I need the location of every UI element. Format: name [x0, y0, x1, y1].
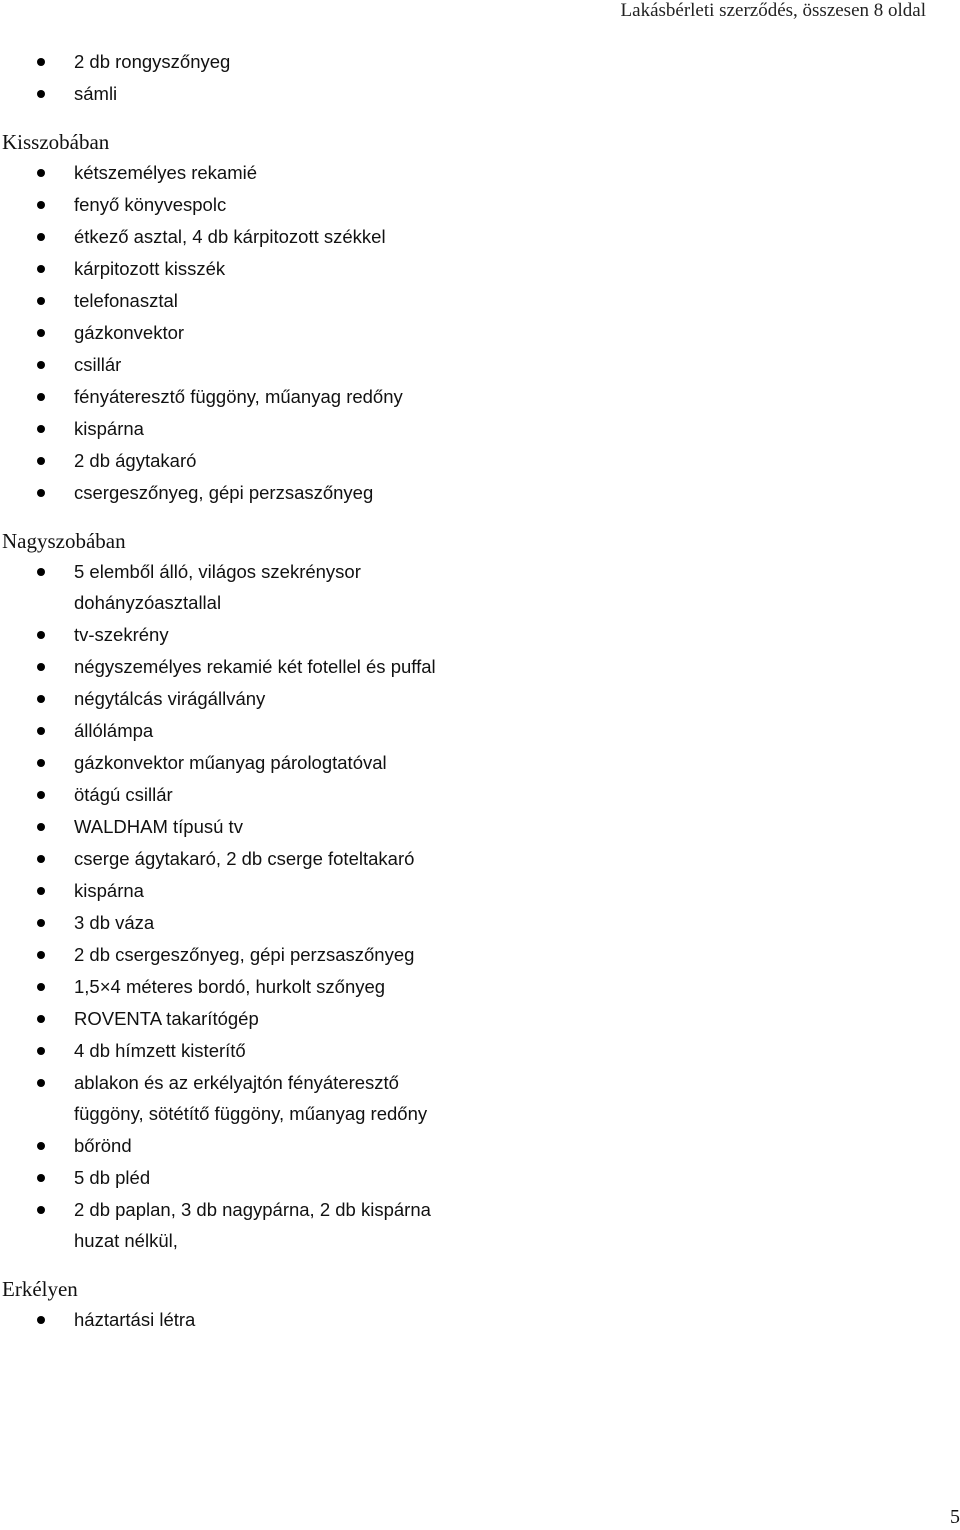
- list-item: [0, 1035, 454, 1066]
- list-item-text: 2 db rongyszőnyeg: [74, 51, 231, 72]
- list-item: [0, 381, 454, 412]
- bullet-icon: [37, 823, 45, 831]
- bullet-icon: [37, 489, 45, 497]
- list-item-text: 2 db ágytakaró: [74, 450, 197, 471]
- bullet-icon: [37, 1174, 45, 1182]
- list-item-text: csillár: [74, 354, 122, 375]
- bullet-icon: [37, 169, 45, 177]
- list-item: [0, 477, 454, 508]
- list-item: [0, 1304, 454, 1335]
- list-item: [0, 715, 454, 746]
- bullet-icon: [37, 58, 45, 66]
- item-list: [0, 1304, 960, 1335]
- list-item-text: 5 db pléd: [74, 1167, 151, 1188]
- list-item: [0, 1067, 454, 1129]
- list-item-text: 5 elemből álló, világos szekrénysor dohányzóasztallal: [74, 561, 361, 613]
- bullet-icon: [37, 265, 45, 273]
- bullet-icon: [37, 1079, 45, 1087]
- list-item-text: kétszemélyes rekamié: [74, 162, 258, 183]
- bullet-icon: [37, 983, 45, 991]
- list-item: [0, 907, 454, 938]
- list-item-text: tv-szekrény: [74, 624, 169, 645]
- list-item: [0, 1194, 454, 1256]
- list-item: [0, 651, 454, 682]
- list-item: [0, 779, 454, 810]
- list-item: [0, 46, 454, 77]
- list-item: [0, 971, 454, 1002]
- list-item-text: háztartási létra: [74, 1309, 196, 1330]
- list-item-text: 2 db csergeszőnyeg, gépi perzsaszőnyeg: [74, 944, 415, 965]
- list-item-text: sámli: [74, 83, 118, 104]
- room-section: [0, 1274, 960, 1335]
- bullet-icon: [37, 759, 45, 767]
- list-item: [0, 1130, 454, 1161]
- list-item: [0, 157, 454, 188]
- section-heading: Kisszobában: [2, 130, 110, 154]
- item-list: [0, 157, 960, 508]
- bullet-icon: [37, 631, 45, 639]
- list-item-text: 4 db hímzett kisterítő: [74, 1040, 246, 1061]
- room-section: [0, 127, 960, 508]
- list-item: [0, 285, 454, 316]
- list-item-text: 1,5×4 méteres bordó, hurkolt szőnyeg: [74, 976, 386, 997]
- list-item-text: 2 db paplan, 3 db nagypárna, 2 db kispárna huzat nélkül,: [74, 1199, 431, 1251]
- list-item-text: négytálcás virágállvány: [74, 688, 266, 709]
- list-item-text: WALDHAM típusú tv: [74, 816, 243, 837]
- list-item: [0, 78, 454, 109]
- list-item-text: gázkonvektor: [74, 322, 185, 343]
- list-item: [0, 1162, 454, 1193]
- list-item-text: ötágú csillár: [74, 784, 173, 805]
- list-item: [0, 1003, 454, 1034]
- list-item: [0, 747, 454, 778]
- list-item: [0, 619, 454, 650]
- bullet-icon: [37, 855, 45, 863]
- list-item: [0, 939, 454, 970]
- list-item-text: cserge ágytakaró, 2 db cserge foteltakaró: [74, 848, 415, 869]
- list-item: [0, 317, 454, 348]
- bullet-icon: [37, 329, 45, 337]
- bullet-icon: [37, 457, 45, 465]
- list-item-text: kispárna: [74, 880, 144, 901]
- section-heading: Erkélyen: [2, 1277, 78, 1301]
- list-item: [0, 875, 454, 906]
- bullet-icon: [37, 297, 45, 305]
- bullet-icon: [37, 1015, 45, 1023]
- running-header: Lakásbérleti szerződés, összesen 8 oldal: [620, 0, 926, 21]
- list-item-text: gázkonvektor műanyag párologtatóval: [74, 752, 387, 773]
- list-item-text: ablakon és az erkélyajtón fényáteresztő függöny, sötétítő függöny, műanyag redőny: [74, 1072, 428, 1124]
- bullet-icon: [37, 568, 45, 576]
- list-item: [0, 843, 454, 874]
- list-item-text: kispárna: [74, 418, 144, 439]
- list-item: [0, 349, 454, 380]
- bullet-icon: [37, 361, 45, 369]
- list-item: [0, 413, 454, 444]
- list-item-text: fényáteresztő függöny, műanyag redőny: [74, 386, 403, 407]
- intro-list: [0, 46, 960, 109]
- bullet-icon: [37, 791, 45, 799]
- bullet-icon: [37, 887, 45, 895]
- bullet-icon: [37, 90, 45, 98]
- bullet-icon: [37, 201, 45, 209]
- bullet-icon: [37, 233, 45, 241]
- bullet-icon: [37, 1047, 45, 1055]
- bullet-icon: [37, 951, 45, 959]
- list-item-text: bőrönd: [74, 1135, 132, 1156]
- list-item: [0, 556, 454, 618]
- list-item-text: állólámpa: [74, 720, 154, 741]
- bullet-icon: [37, 919, 45, 927]
- section-heading: Nagyszobában: [2, 529, 126, 553]
- list-item: [0, 253, 454, 284]
- sections: [0, 127, 960, 1335]
- list-item: [0, 811, 454, 842]
- list-item-text: étkező asztal, 4 db kárpitozott székkel: [74, 226, 386, 247]
- room-section: [0, 526, 960, 1256]
- item-list: [0, 556, 960, 1256]
- list-item-text: négyszemélyes rekamié két fotellel és puffal: [74, 656, 436, 677]
- list-item-text: telefonasztal: [74, 290, 178, 311]
- document-body: [0, 46, 960, 1353]
- bullet-icon: [37, 1316, 45, 1324]
- list-item: [0, 189, 454, 220]
- list-item-text: fenyő könyvespolc: [74, 194, 227, 215]
- bullet-icon: [37, 425, 45, 433]
- list-item-text: csergeszőnyeg, gépi perzsaszőnyeg: [74, 482, 374, 503]
- list-item: [0, 683, 454, 714]
- page-number: 5: [950, 1506, 960, 1528]
- list-item: [0, 221, 454, 252]
- intro-group: [0, 46, 960, 109]
- bullet-icon: [37, 695, 45, 703]
- bullet-icon: [37, 1142, 45, 1150]
- list-item-text: ROVENTA takarítógép: [74, 1008, 259, 1029]
- bullet-icon: [37, 393, 45, 401]
- bullet-icon: [37, 1206, 45, 1214]
- list-item-text: kárpitozott kisszék: [74, 258, 226, 279]
- list-item: [0, 445, 454, 476]
- list-item-text: 3 db váza: [74, 912, 155, 933]
- bullet-icon: [37, 727, 45, 735]
- bullet-icon: [37, 663, 45, 671]
